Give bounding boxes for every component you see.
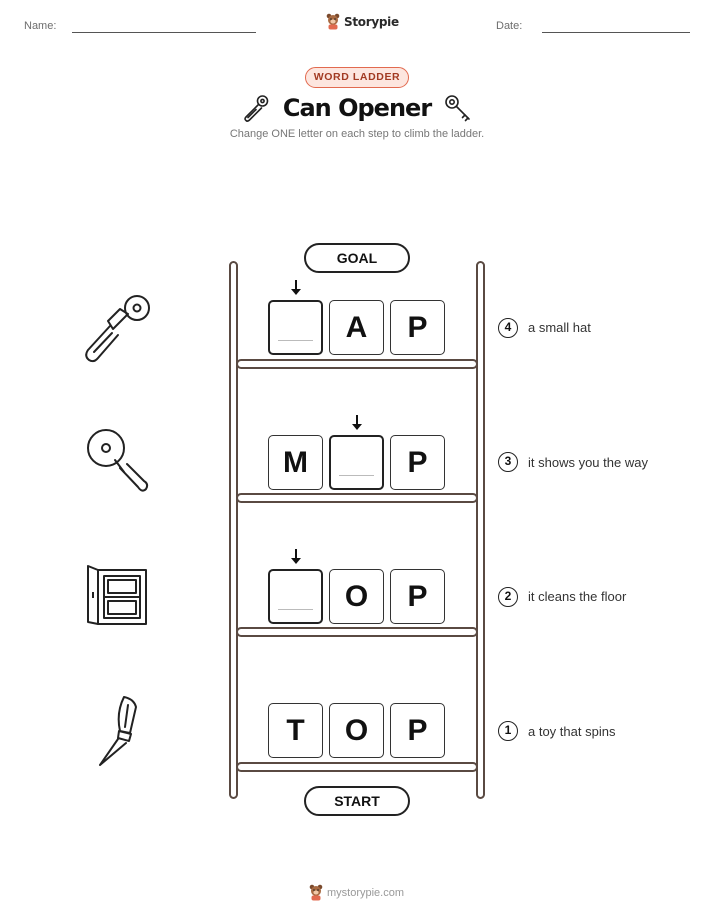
- change-arrow: [350, 415, 364, 435]
- date-line[interactable]: [542, 32, 690, 33]
- step-clue: it cleans the floor: [528, 589, 627, 604]
- footer-brand: [309, 884, 404, 901]
- instructions: Change ONE letter on each step to climb the ladder.: [229, 128, 485, 140]
- ladder-rung: [236, 627, 478, 637]
- letter-tile: P: [390, 703, 445, 758]
- name-label: Name:: [24, 20, 57, 32]
- step-clue: a small hat: [528, 320, 591, 335]
- letter-tile: T: [268, 703, 323, 758]
- letter-tile: P: [390, 569, 445, 624]
- step-clue: it shows you the way: [528, 455, 648, 470]
- letter-blank[interactable]: [268, 300, 323, 355]
- letter-tile: O: [329, 703, 384, 758]
- word-ladder-badge: WORD LADDER: [305, 67, 409, 88]
- ladder-right-rail: [476, 261, 485, 799]
- letter-tile: O: [329, 569, 384, 624]
- letter-tile: A: [329, 300, 384, 355]
- name-line[interactable]: [72, 32, 256, 33]
- date-label: Date:: [496, 20, 523, 32]
- footer-site[interactable]: mystorypie.com: [327, 886, 405, 899]
- ladder-rung: [236, 493, 478, 503]
- change-arrow: [289, 549, 303, 569]
- step-number: 2: [498, 587, 518, 607]
- goal-label: GOAL: [304, 243, 410, 273]
- bear-mascot-icon: [326, 13, 340, 30]
- key-opener-icon: [443, 93, 473, 123]
- letter-tile: P: [390, 435, 445, 490]
- letter-tile: P: [390, 300, 445, 355]
- cabinet-icon: [84, 564, 150, 628]
- pizza-cutter-icon: [80, 290, 155, 365]
- can-opener-icon: [241, 93, 271, 123]
- step-number: 3: [498, 452, 518, 472]
- letter-blank[interactable]: [329, 435, 384, 490]
- step-number: 1: [498, 721, 518, 741]
- step-clue: a toy that spins: [528, 724, 616, 739]
- letter-tile: M: [268, 435, 323, 490]
- letter-blank[interactable]: [268, 569, 323, 624]
- step-number: 4: [498, 318, 518, 338]
- pizza-wheel-icon: [82, 426, 152, 498]
- craft-knife-icon: [94, 693, 142, 769]
- ladder-rung: [236, 359, 478, 369]
- brand-name: Storypie: [344, 14, 399, 29]
- ladder-left-rail: [229, 261, 238, 799]
- brand-logo: [326, 13, 399, 30]
- start-label: START: [304, 786, 410, 816]
- ladder-rung: [236, 762, 478, 772]
- change-arrow: [289, 280, 303, 300]
- bear-mascot-icon: [309, 884, 323, 901]
- worksheet-title: Can Opener: [282, 94, 432, 122]
